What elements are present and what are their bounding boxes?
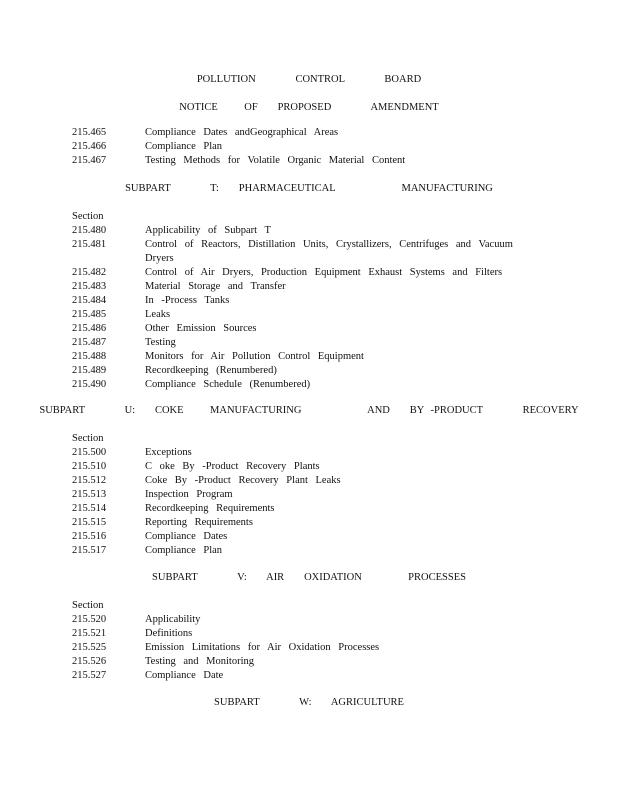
- subpart-v-heading: SUBPART V: AIR OXIDATION PROCESSES: [152, 572, 466, 583]
- section-title: Compliance Plan: [145, 545, 223, 556]
- list-item: [72, 126, 552, 140]
- section-label: Section: [72, 600, 104, 611]
- subpart-v-list: [72, 599, 552, 683]
- list-item: [72, 516, 552, 530]
- list-item: [72, 641, 552, 655]
- section-title: Leaks: [145, 309, 171, 320]
- section-number: 215.485: [72, 309, 107, 320]
- list-item: [72, 655, 552, 669]
- list-item: [72, 238, 552, 266]
- section-number: 215.466: [72, 141, 107, 152]
- section-number: 215.514: [72, 503, 107, 514]
- section-number: 215.490: [72, 379, 107, 390]
- list-item: [72, 544, 552, 558]
- section-title: Compliance Plan: [145, 141, 223, 152]
- section-title: In -Process Tanks: [145, 295, 230, 306]
- section-number: 215.465: [72, 127, 107, 138]
- section-title: Testing and Monitoring: [145, 656, 255, 667]
- section-title: Recordkeeping Requirements: [145, 503, 275, 514]
- list-item: [72, 308, 552, 322]
- list-item: [72, 378, 552, 392]
- section-number: 215.513: [72, 489, 107, 500]
- section-title: Compliance Date: [145, 670, 224, 681]
- subpart-t-list: [72, 210, 552, 392]
- list-item: [72, 364, 552, 378]
- section-title: Compliance Dates: [145, 531, 228, 542]
- section-title: Reporting Requirements: [145, 517, 253, 528]
- section-number: 215.526: [72, 656, 107, 667]
- section-title: C oke By -Product Recovery Plants: [145, 461, 320, 472]
- section-number: 215.520: [72, 614, 107, 625]
- section-number: 215.482: [72, 267, 107, 278]
- list-item: [72, 502, 552, 516]
- list-item: [72, 488, 552, 502]
- section-number: 215.483: [72, 281, 107, 292]
- section-number: 215.500: [72, 447, 107, 458]
- subpart-u-list: [72, 432, 552, 558]
- list-item: [72, 224, 552, 238]
- subpart-w-heading: SUBPART W: AGRICULTURE: [214, 697, 404, 708]
- list-item: [72, 460, 552, 474]
- section-title: Inspection Program: [145, 489, 233, 500]
- board-title: POLLUTION CONTROL BOARD: [196, 74, 422, 85]
- list-item: [72, 280, 552, 294]
- intro-section-list: [72, 126, 552, 168]
- section-title: Control of Reactors, Distillation Units, Crystallizers, Centrifuges and Vacuum Dryers: [145, 239, 513, 264]
- list-item: [72, 322, 552, 336]
- subpart-t-heading: SUBPART T: PHARMACEUTICAL MANUFACTURING: [125, 183, 493, 194]
- section-number: 215.525: [72, 642, 107, 653]
- list-item: [72, 154, 552, 168]
- section-title: Recordkeeping (Renumbered): [145, 365, 277, 376]
- list-item: [72, 140, 552, 154]
- list-item: [72, 336, 552, 350]
- list-item: [72, 350, 552, 364]
- section-number: 215.517: [72, 545, 107, 556]
- list-item: [72, 266, 552, 280]
- section-title: Definitions: [145, 628, 193, 639]
- section-number: 215.516: [72, 531, 107, 542]
- section-number: 215.467: [72, 155, 107, 166]
- subpart-u-heading: SUBPART U: COKE MANUFACTURING AND BY -PRODUCT RECOVERY: [39, 405, 579, 416]
- section-number: 215.515: [72, 517, 107, 528]
- section-title: Compliance Dates andGeographical Areas: [145, 127, 339, 138]
- list-item: [72, 613, 552, 627]
- section-number: 215.527: [72, 670, 107, 681]
- section-number: 215.484: [72, 295, 107, 306]
- section-title: Coke By -Product Recovery Plant Leaks: [145, 475, 341, 486]
- section-title: Testing Methods for Volatile Organic Material Content: [145, 155, 406, 166]
- section-title: Other Emission Sources: [145, 323, 257, 334]
- section-number: 215.487: [72, 337, 107, 348]
- section-title: Applicability of Subpart T: [145, 225, 271, 236]
- section-title: Compliance Schedule (Renumbered): [145, 379, 311, 390]
- section-title: Emission Limitations for Air Oxidation Processes: [145, 642, 380, 653]
- section-title: Monitors for Air Pollution Control Equipment: [145, 351, 364, 362]
- section-number: 215.486: [72, 323, 107, 334]
- list-item: [72, 474, 552, 488]
- section-number: 215.521: [72, 628, 107, 639]
- section-title: Control of Air Dryers, Production Equipment Exhaust Systems and Filters: [145, 267, 503, 278]
- section-number: 215.481: [72, 239, 107, 250]
- section-number: 215.488: [72, 351, 107, 362]
- list-item: [72, 669, 552, 683]
- list-item: [72, 446, 552, 460]
- section-label: Section: [72, 433, 104, 444]
- section-title: Applicability: [145, 614, 201, 625]
- notice-title: NOTICE OF PROPOSED AMENDMENT: [179, 102, 439, 113]
- section-title: Material Storage and Transfer: [145, 281, 286, 292]
- list-item: [72, 294, 552, 308]
- section-title: Exceptions: [145, 447, 192, 458]
- section-number: 215.480: [72, 225, 107, 236]
- section-label: Section: [72, 211, 104, 222]
- section-title: Testing: [145, 337, 176, 348]
- section-number: 215.510: [72, 461, 107, 472]
- section-number: 215.489: [72, 365, 107, 376]
- list-item: [72, 627, 552, 641]
- list-item: [72, 530, 552, 544]
- section-number: 215.512: [72, 475, 107, 486]
